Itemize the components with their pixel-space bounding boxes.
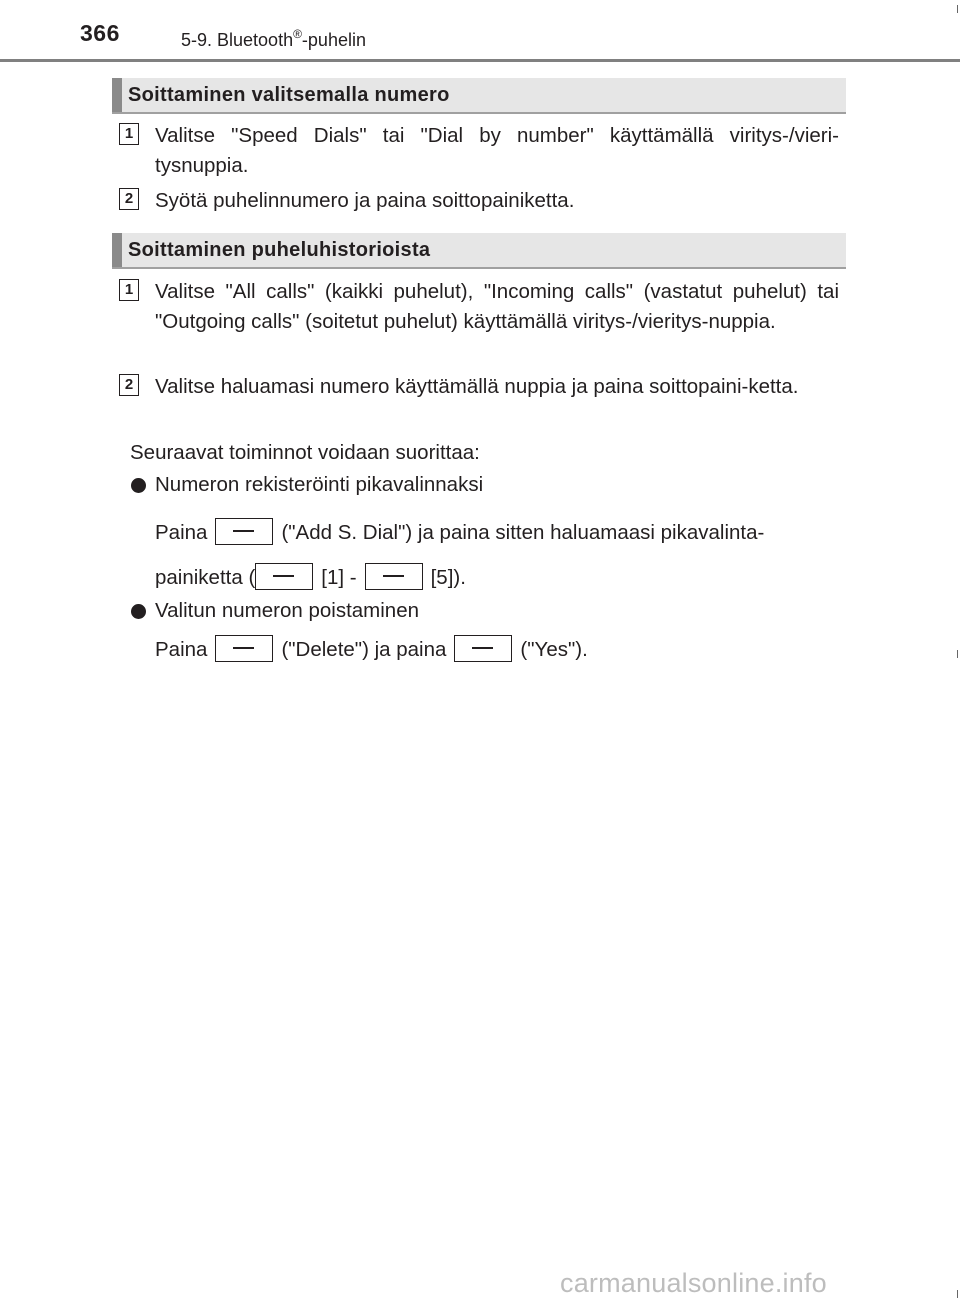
screen-button-icon — [215, 518, 273, 545]
instruction-text: painiketta ( — [155, 566, 256, 589]
crop-mark — [957, 5, 958, 13]
registered-mark: ® — [293, 27, 302, 41]
instruction-line — [155, 635, 588, 664]
watermark: carmanualsonline.info — [560, 1268, 827, 1298]
step-number-badge: 2 — [119, 374, 139, 396]
function-title: Numeron rekisteröinti pikavalinnaksi — [155, 473, 484, 496]
crop-mark — [957, 650, 958, 658]
step-text: Valitse haluamasi numero käyttämällä nuppia ja paina soittopaini-ketta. — [155, 375, 799, 398]
section-heading-call-history — [112, 233, 846, 269]
instruction-text: ("Delete") ja paina — [281, 638, 447, 661]
instruction-text: ("Yes"). — [520, 638, 588, 661]
chapter-prefix: 5-9. Bluetooth — [181, 30, 294, 50]
instruction-text: ("Add S. Dial") ja paina sitten haluamaasi pikavalinta- — [281, 521, 765, 544]
function-title: Valitun numeron poistaminen — [155, 599, 419, 622]
step-number-badge: 2 — [119, 188, 139, 210]
section-heading-dial-number — [112, 78, 846, 114]
instruction-text: Paina — [155, 638, 208, 661]
instruction-text: Paina — [155, 521, 208, 544]
bullet-icon — [131, 478, 146, 493]
section-title: Soittaminen puheluhistorioista — [128, 239, 431, 261]
chapter-suffix: -puhelin — [301, 30, 366, 50]
screen-button-icon — [215, 635, 273, 662]
instruction-line — [155, 563, 466, 592]
step-text: Valitse "Speed Dials" tai "Dial by number" käyttämällä viritys-/vieri-tysnuppia. — [155, 124, 839, 177]
screen-button-icon — [255, 563, 313, 590]
step-number-badge: 1 — [119, 123, 139, 145]
instruction-text: [5]). — [430, 566, 466, 589]
screen-button-icon — [365, 563, 423, 590]
step-number-badge: 1 — [119, 279, 139, 301]
bullet-icon — [131, 604, 146, 619]
crop-mark — [957, 1290, 958, 1298]
step-text: Valitse "All calls" (kaikki puhelut), "Incoming calls" (vastatut puhelut) tai "Outgoing calls" (soitetut puhelut) käyttämällä viritys-/vieritys-nuppia. — [155, 280, 839, 333]
section-bar — [112, 233, 122, 267]
header-rule — [0, 59, 960, 62]
page-header — [0, 0, 960, 62]
functions-intro: Seuraavat toiminnot voidaan suorittaa: — [130, 441, 480, 464]
screen-button-icon — [454, 635, 512, 662]
page-number: 366 — [80, 20, 120, 46]
step-text: Syötä puhelinnumero ja paina soittopainiketta. — [155, 189, 575, 212]
instruction-line — [155, 518, 764, 547]
section-title: Soittaminen valitsemalla numero — [128, 84, 450, 106]
chapter-title — [181, 28, 366, 51]
instruction-text: [1] - — [321, 566, 357, 589]
section-bar — [112, 78, 122, 112]
